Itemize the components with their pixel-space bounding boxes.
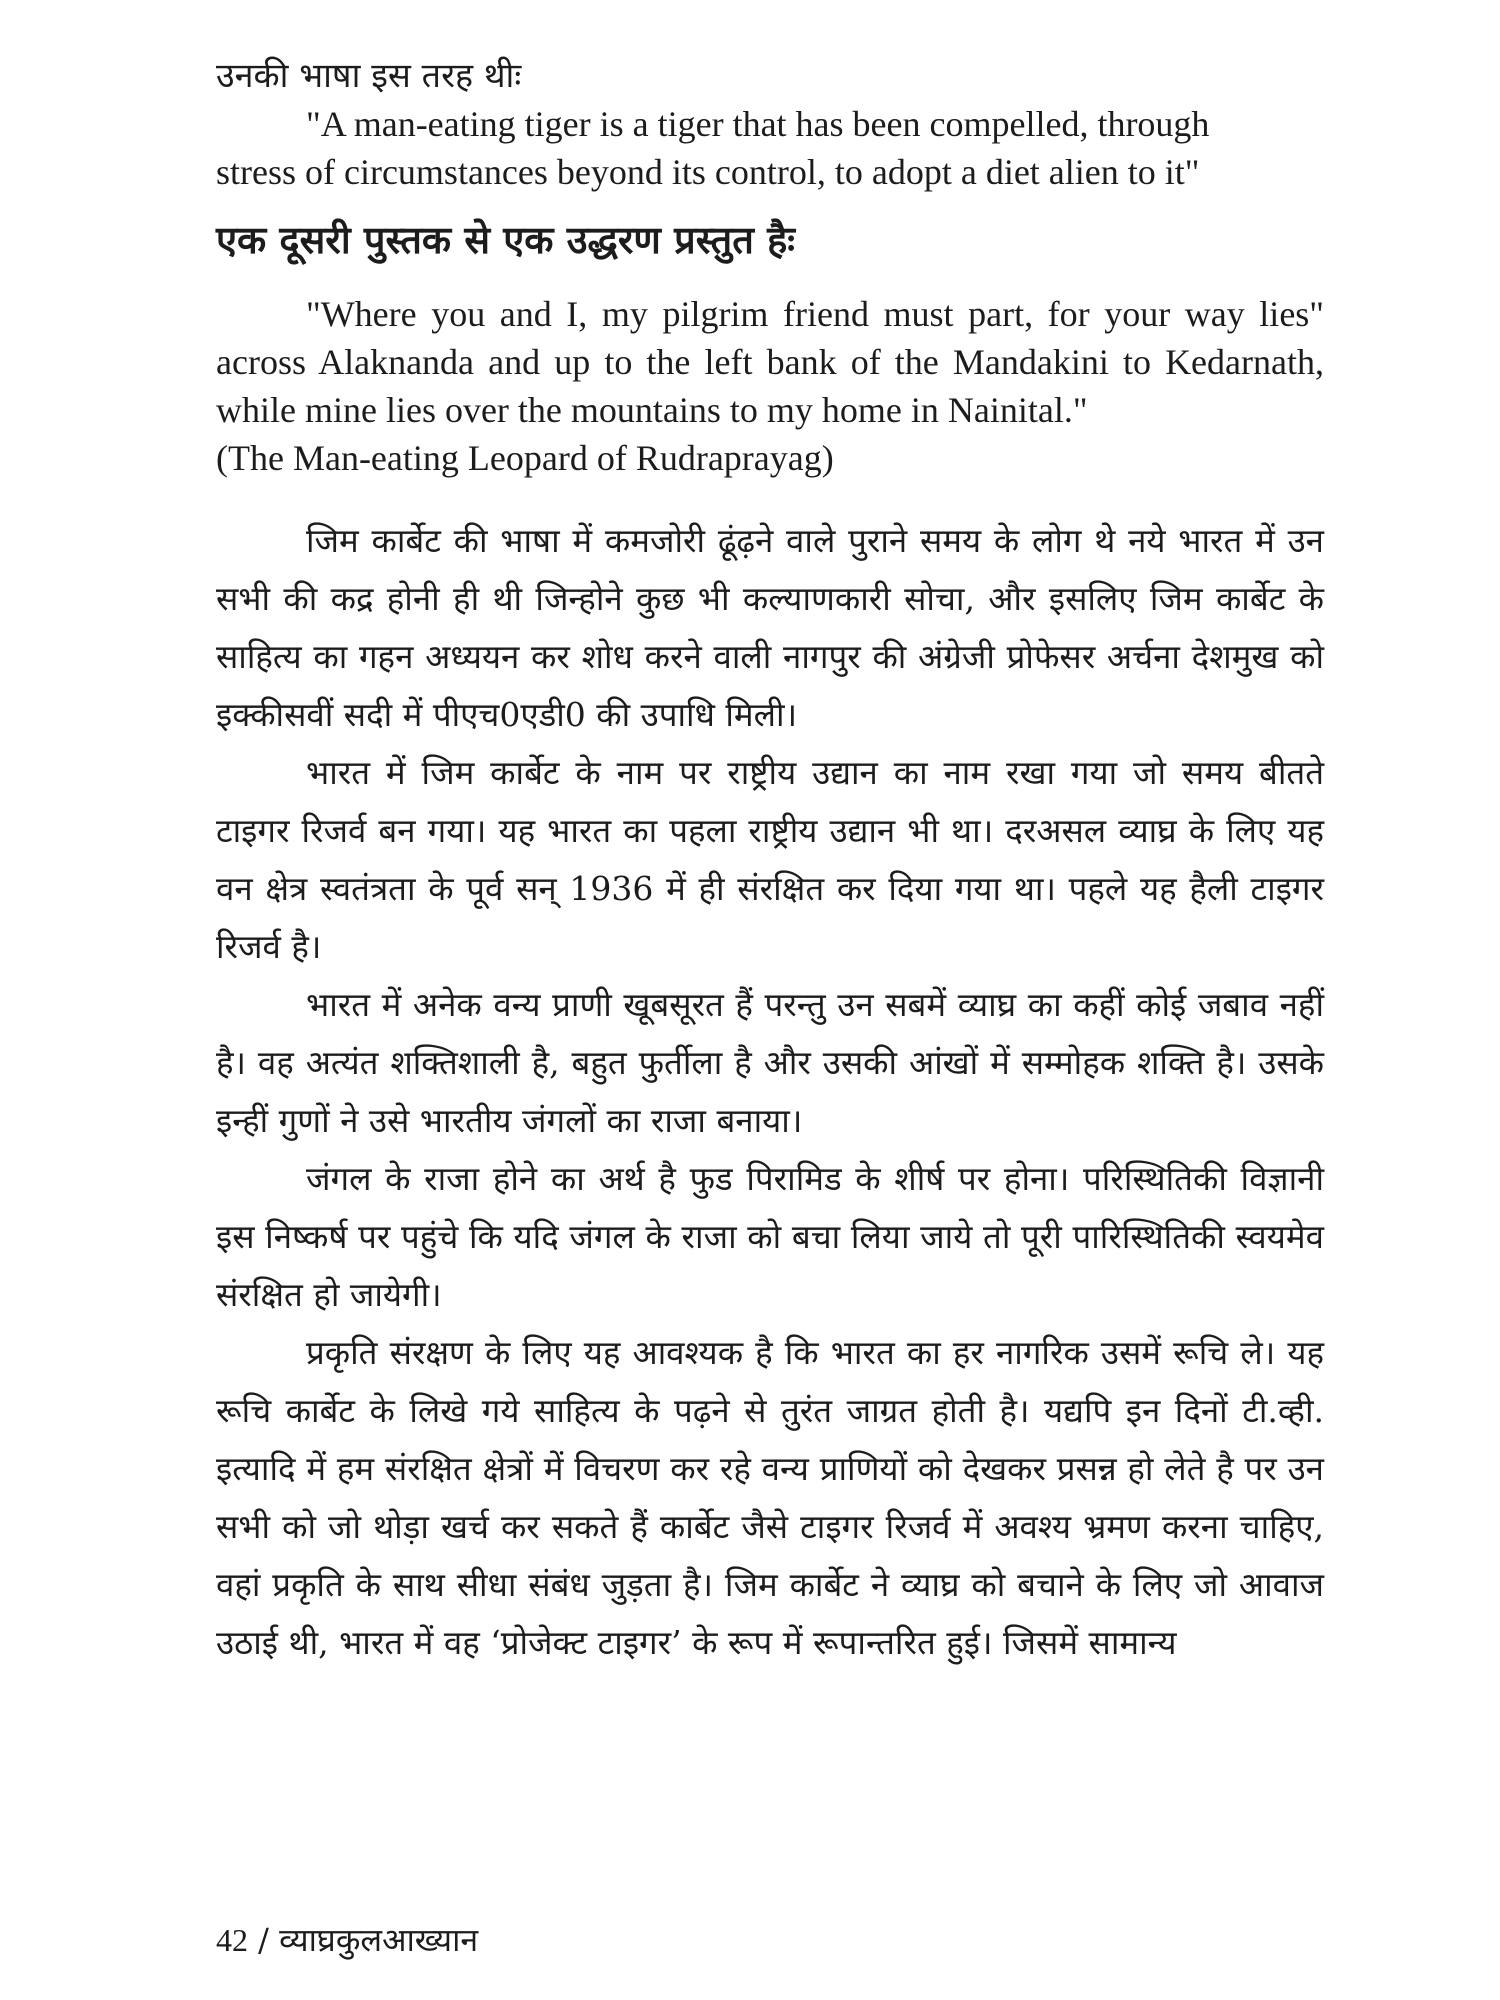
intro-line: उनकी भाषा इस तरह थीः xyxy=(216,56,522,96)
paragraph: प्रकृति संरक्षण के लिए यह आवश्यक है कि भारत का हर नागरिक उसमें रूचि ले। यह रूचि कार्बेट के लिखे गये साहित्य के पढ़ने से तुरंत जाग्रत होती है। यद्यपि इन दिनों टी.व्ही. इत्यादि में हम संरक्षित क्षेत्रों में विचरण कर रहे वन्य प्राणियों को देखकर प्रसन्न हो लेते है पर उन सभी को जो थोड़ा खर्च कर सकते हैं कार्बेट जैसे टाइगर रिजर्व में अवश्य भ्रमण करना चाहिए, वहां प्रकृति के साथ सीधा संबंध जुड़ता है। जिम कार्बेट ने व्याघ्र को बचाने के लिए जो आवाज उठाई थी, भारत में वह ‘प्रोजेक्ट टाइगर’ के रूप में रूपान्तरित हुई। जिसमें सामान्य xyxy=(216,1333,1324,1662)
section-heading: एक दूसरी पुस्तक से एक उद्धरण प्रस्तुत हैः xyxy=(216,218,795,262)
page-footer xyxy=(216,1920,478,1960)
footer-separator: / xyxy=(258,1921,269,1959)
paragraph: भारत में जिम कार्बेट के नाम पर राष्ट्रीय उद्यान का नाम रखा गया जो समय बीतते टाइगर रिजर्व बन गया। यह भारत का पहला राष्ट्रीय उद्यान भी था। दरअसल व्याघ्र के लिए यह वन क्षेत्र स्वतंत्रता के पूर्व सन् 1936 में ही संरक्षित कर दिया गया था। पहले यह हैली टाइगर रिजर्व है। xyxy=(216,753,1324,966)
quote1-line1: "A man-eating tiger is a tiger that has been compelled, through xyxy=(306,104,1210,144)
quote1-line2: stress of circumstances beyond its control, to adopt a diet alien to it" xyxy=(216,152,1200,192)
paragraph: भारत में अनेक वन्य प्राणी खूबसूरत हैं परन्तु उन सबमें व्याघ्र का कहीं कोई जबाव नहीं है। वह अत्यंत शक्तिशाली है, बहुत फुर्तीला है और उसकी आंखों में सम्मोहक शक्ति है। उसके इन्हीं गुणों ने उसे भारतीय जंगलों का राजा बनाया। xyxy=(216,985,1324,1140)
book-title: व्याघ्रकुलआख्यान xyxy=(279,1921,479,1959)
english-quote-tiger xyxy=(216,100,1324,196)
paragraph: जंगल के राजा होने का अर्थ है फुड पिरामिड के शीर्ष पर होना। परिस्थितिकी विज्ञानी इस निष्कर्ष पर पहुंचे कि यदि जंगल के राजा को बचा लिया जाये तो पूरी पारिस्थितिकी स्वयमेव संरक्षित हो जायेगी। xyxy=(216,1159,1324,1314)
english-quote-leopard: "Where you and I, my pilgrim friend must part, for your way lies" across Alaknanda and up to the left bank of the Mandakini to Kedarnath, while mine lies over the mountains to my home in Nainital." xyxy=(216,294,1324,430)
paragraph: जिम कार्बेट की भाषा में कमजोरी ढूंढ़ने वाले पुराने समय के लोग थे नये भारत में उन सभी की कद्र होनी ही थी जिन्होने कुछ भी कल्याणकारी सोचा, और इसलिए जिम कार्बेट के साहित्य का गहन अध्ययन कर शोध करने वाली नागपुर की अंग्रेजी प्रोफेसर अर्चना देशमुख को इक्कीसवीं सदी में पीएच0एडी0 की उपाधि मिली। xyxy=(216,521,1324,734)
page-number: 42 xyxy=(216,1922,248,1958)
quote-source: (The Man-eating Leopard of Rudraprayag) xyxy=(216,438,834,478)
